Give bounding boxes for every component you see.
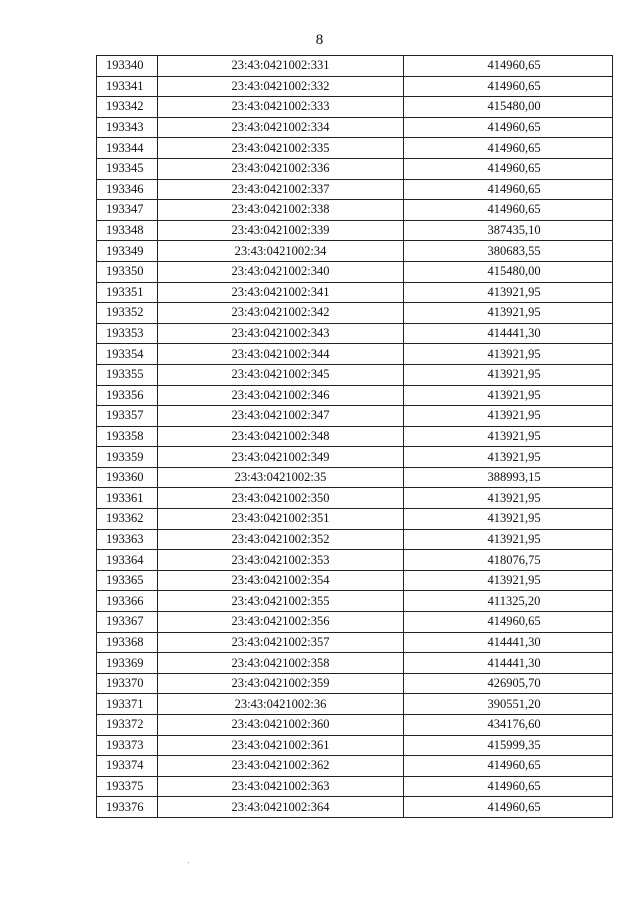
- cadastral-value-cell: 413921,95: [404, 426, 613, 447]
- cadastral-number-cell: 23:43:0421002:35: [158, 467, 404, 488]
- table-row: [97, 632, 613, 653]
- table-row: [97, 282, 613, 303]
- cadastral-value-cell: 413921,95: [404, 303, 613, 324]
- table-row: [97, 570, 613, 591]
- cadastral-number-cell: 23:43:0421002:358: [158, 653, 404, 674]
- table-row: [97, 158, 613, 179]
- row-number-cell: 193351: [97, 282, 158, 303]
- cadastral-value-table: [96, 55, 613, 818]
- row-number-cell: 193362: [97, 509, 158, 530]
- table-row: [97, 200, 613, 221]
- cadastral-value-cell: 413921,95: [404, 509, 613, 530]
- cadastral-value-cell: 414960,65: [404, 200, 613, 221]
- row-number-cell: 193360: [97, 467, 158, 488]
- row-number-cell: 193353: [97, 323, 158, 344]
- cadastral-number-cell: 23:43:0421002:347: [158, 406, 404, 427]
- cadastral-value-cell: 414960,65: [404, 158, 613, 179]
- table-body: [97, 56, 613, 818]
- row-number-cell: 193371: [97, 694, 158, 715]
- table-row: [97, 179, 613, 200]
- cadastral-value-cell: 414441,30: [404, 323, 613, 344]
- table-row: [97, 406, 613, 427]
- cadastral-number-cell: 23:43:0421002:336: [158, 158, 404, 179]
- cadastral-value-cell: 413921,95: [404, 385, 613, 406]
- cadastral-number-cell: 23:43:0421002:333: [158, 97, 404, 118]
- cadastral-number-cell: 23:43:0421002:362: [158, 756, 404, 777]
- cadastral-number-cell: 23:43:0421002:339: [158, 220, 404, 241]
- table-row: [97, 715, 613, 736]
- cadastral-number-cell: 23:43:0421002:331: [158, 56, 404, 77]
- cadastral-number-cell: 23:43:0421002:354: [158, 570, 404, 591]
- cadastral-number-cell: 23:43:0421002:335: [158, 138, 404, 159]
- row-number-cell: 193359: [97, 447, 158, 468]
- cadastral-value-cell: 413921,95: [404, 406, 613, 427]
- row-number-cell: 193355: [97, 364, 158, 385]
- cadastral-value-cell: 413921,95: [404, 488, 613, 509]
- table-row: [97, 344, 613, 365]
- cadastral-number-cell: 23:43:0421002:361: [158, 735, 404, 756]
- row-number-cell: 193361: [97, 488, 158, 509]
- cadastral-value-cell: 388993,15: [404, 467, 613, 488]
- row-number-cell: 193376: [97, 797, 158, 818]
- row-number-cell: 193352: [97, 303, 158, 324]
- row-number-cell: 193374: [97, 756, 158, 777]
- row-number-cell: 193349: [97, 241, 158, 262]
- cadastral-number-cell: 23:43:0421002:342: [158, 303, 404, 324]
- table-row: [97, 56, 613, 77]
- cadastral-value-cell: 415999,35: [404, 735, 613, 756]
- table-row: [97, 76, 613, 97]
- table-row: [97, 694, 613, 715]
- table-row: [97, 797, 613, 818]
- table-row: [97, 591, 613, 612]
- cadastral-value-cell: 415480,00: [404, 97, 613, 118]
- row-number-cell: 193367: [97, 612, 158, 633]
- table-row: [97, 426, 613, 447]
- cadastral-number-cell: 23:43:0421002:351: [158, 509, 404, 530]
- cadastral-value-cell: 414960,65: [404, 117, 613, 138]
- table-row: [97, 529, 613, 550]
- table-row: [97, 323, 613, 344]
- cadastral-number-cell: 23:43:0421002:345: [158, 364, 404, 385]
- table-row: [97, 735, 613, 756]
- cadastral-number-cell: 23:43:0421002:352: [158, 529, 404, 550]
- cadastral-number-cell: 23:43:0421002:36: [158, 694, 404, 715]
- table-row: [97, 364, 613, 385]
- row-number-cell: 193341: [97, 76, 158, 97]
- cadastral-value-cell: 414960,65: [404, 797, 613, 818]
- cadastral-value-cell: 414960,65: [404, 612, 613, 633]
- row-number-cell: 193373: [97, 735, 158, 756]
- cadastral-value-cell: 390551,20: [404, 694, 613, 715]
- cadastral-number-cell: 23:43:0421002:34: [158, 241, 404, 262]
- cadastral-number-cell: 23:43:0421002:360: [158, 715, 404, 736]
- table-row: [97, 303, 613, 324]
- cadastral-number-cell: 23:43:0421002:357: [158, 632, 404, 653]
- table-row: [97, 138, 613, 159]
- cadastral-value-cell: 414960,65: [404, 179, 613, 200]
- table-row: [97, 97, 613, 118]
- cadastral-number-cell: 23:43:0421002:350: [158, 488, 404, 509]
- cadastral-number-cell: 23:43:0421002:337: [158, 179, 404, 200]
- cadastral-value-cell: 413921,95: [404, 570, 613, 591]
- table-row: [97, 756, 613, 777]
- row-number-cell: 193357: [97, 406, 158, 427]
- cadastral-value-cell: 413921,95: [404, 364, 613, 385]
- cadastral-number-cell: 23:43:0421002:343: [158, 323, 404, 344]
- cadastral-number-cell: 23:43:0421002:364: [158, 797, 404, 818]
- row-number-cell: 193356: [97, 385, 158, 406]
- cadastral-value-cell: 434176,60: [404, 715, 613, 736]
- table-row: [97, 488, 613, 509]
- cadastral-value-cell: 414960,65: [404, 776, 613, 797]
- row-number-cell: 193375: [97, 776, 158, 797]
- row-number-cell: 193348: [97, 220, 158, 241]
- table-row: [97, 653, 613, 674]
- cadastral-number-cell: 23:43:0421002:363: [158, 776, 404, 797]
- row-number-cell: 193358: [97, 426, 158, 447]
- row-number-cell: 193343: [97, 117, 158, 138]
- table-row: [97, 447, 613, 468]
- table-row: [97, 385, 613, 406]
- row-number-cell: 193344: [97, 138, 158, 159]
- cadastral-number-cell: 23:43:0421002:355: [158, 591, 404, 612]
- row-number-cell: 193366: [97, 591, 158, 612]
- row-number-cell: 193365: [97, 570, 158, 591]
- row-number-cell: 193346: [97, 179, 158, 200]
- row-number-cell: 193342: [97, 97, 158, 118]
- row-number-cell: 193363: [97, 529, 158, 550]
- cadastral-value-cell: 380683,55: [404, 241, 613, 262]
- cadastral-value-cell: 415480,00: [404, 261, 613, 282]
- cadastral-value-cell: 414441,30: [404, 653, 613, 674]
- table-row: [97, 261, 613, 282]
- cadastral-value-cell: 411325,20: [404, 591, 613, 612]
- cadastral-value-cell: 414960,65: [404, 56, 613, 77]
- cadastral-value-cell: 414960,65: [404, 138, 613, 159]
- page-number: 8: [315, 32, 324, 48]
- table-row: [97, 220, 613, 241]
- cadastral-number-cell: 23:43:0421002:338: [158, 200, 404, 221]
- table-row: [97, 776, 613, 797]
- row-number-cell: 193372: [97, 715, 158, 736]
- cadastral-value-cell: 413921,95: [404, 344, 613, 365]
- row-number-cell: 193345: [97, 158, 158, 179]
- cadastral-value-cell: 413921,95: [404, 447, 613, 468]
- cadastral-value-cell: 414441,30: [404, 632, 613, 653]
- table-row: [97, 509, 613, 530]
- row-number-cell: 193369: [97, 653, 158, 674]
- table-row: [97, 241, 613, 262]
- cadastral-number-cell: 23:43:0421002:341: [158, 282, 404, 303]
- row-number-cell: 193368: [97, 632, 158, 653]
- cadastral-number-cell: 23:43:0421002:334: [158, 117, 404, 138]
- scan-speck: [188, 862, 189, 863]
- row-number-cell: 193370: [97, 673, 158, 694]
- cadastral-value-cell: 413921,95: [404, 282, 613, 303]
- row-number-cell: 193340: [97, 56, 158, 77]
- cadastral-value-cell: 414960,65: [404, 76, 613, 97]
- cadastral-number-cell: 23:43:0421002:349: [158, 447, 404, 468]
- cadastral-value-cell: 426905,70: [404, 673, 613, 694]
- cadastral-number-cell: 23:43:0421002:340: [158, 261, 404, 282]
- cadastral-number-cell: 23:43:0421002:359: [158, 673, 404, 694]
- cadastral-number-cell: 23:43:0421002:353: [158, 550, 404, 571]
- row-number-cell: 193347: [97, 200, 158, 221]
- row-number-cell: 193354: [97, 344, 158, 365]
- row-number-cell: 193350: [97, 261, 158, 282]
- cadastral-value-cell: 418076,75: [404, 550, 613, 571]
- row-number-cell: 193364: [97, 550, 158, 571]
- cadastral-value-cell: 414960,65: [404, 756, 613, 777]
- cadastral-number-cell: 23:43:0421002:346: [158, 385, 404, 406]
- table-row: [97, 612, 613, 633]
- cadastral-value-cell: 387435,10: [404, 220, 613, 241]
- cadastral-number-cell: 23:43:0421002:344: [158, 344, 404, 365]
- table-row: [97, 117, 613, 138]
- cadastral-number-cell: 23:43:0421002:332: [158, 76, 404, 97]
- table-row: [97, 467, 613, 488]
- cadastral-number-cell: 23:43:0421002:356: [158, 612, 404, 633]
- cadastral-value-cell: 413921,95: [404, 529, 613, 550]
- table-row: [97, 673, 613, 694]
- cadastral-number-cell: 23:43:0421002:348: [158, 426, 404, 447]
- table-row: [97, 550, 613, 571]
